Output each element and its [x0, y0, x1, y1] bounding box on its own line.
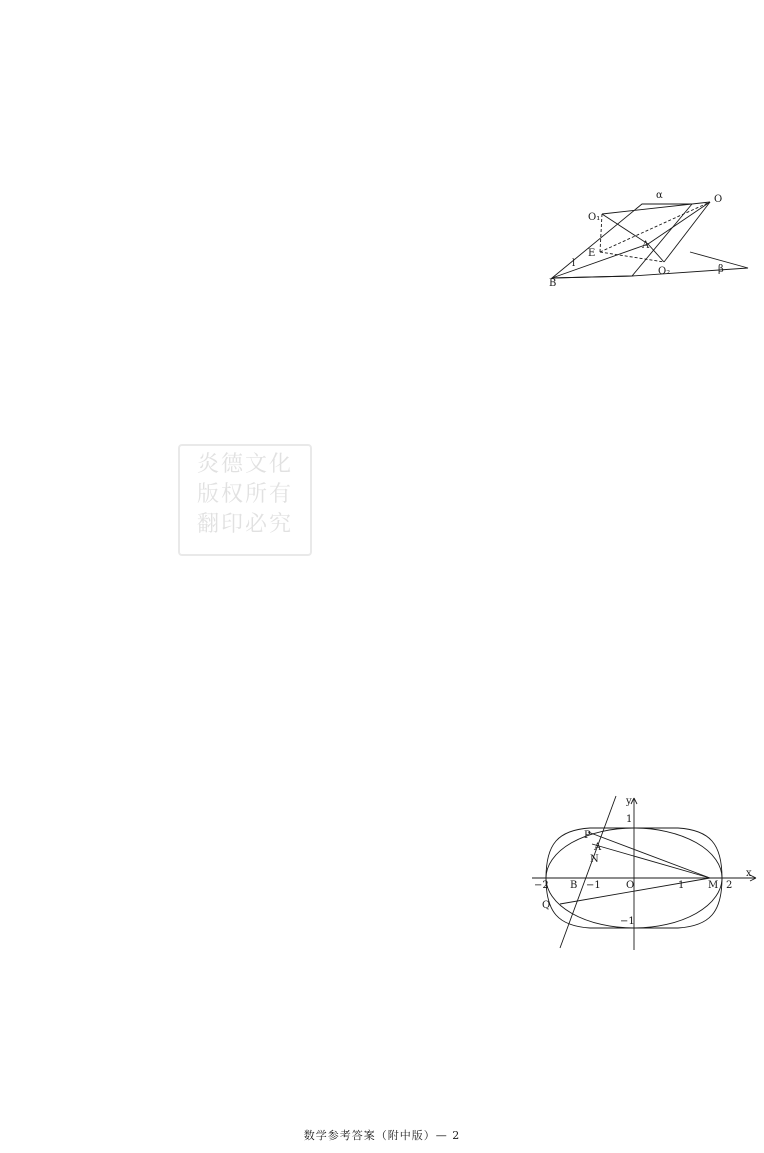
segment-e-o [600, 202, 710, 252]
segment-o1-e [600, 214, 602, 252]
label-y-1: 1 [626, 814, 633, 825]
label-o: O [714, 194, 723, 205]
label-a: A [642, 240, 650, 251]
label-alpha: α [656, 190, 663, 201]
label-n: N [590, 854, 599, 865]
label-q: Q [542, 900, 551, 911]
label-o2: O₂ [658, 266, 671, 277]
watermark-line-3: 翻印必究 [196, 512, 293, 537]
label-y: y [626, 796, 632, 807]
label-y-neg1: −1 [620, 916, 635, 927]
label-e: E [588, 248, 596, 259]
label-a: A [594, 842, 602, 853]
label-x-neg1: −1 [586, 880, 601, 891]
watermark-line-2: 版权所有 [196, 482, 293, 507]
label-x-2: 2 [726, 880, 733, 891]
label-x-1: 1 [678, 880, 685, 891]
curve-ellipse-figure [530, 792, 760, 952]
watermark-line-1: 炎德文化 [196, 452, 293, 477]
label-o: O [626, 880, 635, 891]
label-m: M [708, 880, 719, 891]
label-beta: β [718, 264, 724, 275]
segment-o-o2 [664, 202, 710, 262]
label-p: P [584, 830, 591, 841]
label-x: x [746, 868, 752, 879]
line-pq [560, 796, 616, 948]
segment-a-m [592, 844, 710, 878]
dihedral-figure [550, 180, 750, 288]
label-b: B [570, 880, 578, 891]
label-o1: O₁ [588, 212, 601, 223]
page-footer: 数学参考答案（附中版）— 2 [303, 1129, 461, 1142]
segment-p-m [588, 832, 710, 878]
segment-q-m [560, 878, 710, 904]
copyright-watermark [178, 444, 312, 556]
label-x-neg2: −2 [534, 880, 549, 891]
segment-e-o2 [600, 252, 664, 262]
label-l: l [572, 258, 576, 269]
label-b: B [549, 278, 557, 289]
